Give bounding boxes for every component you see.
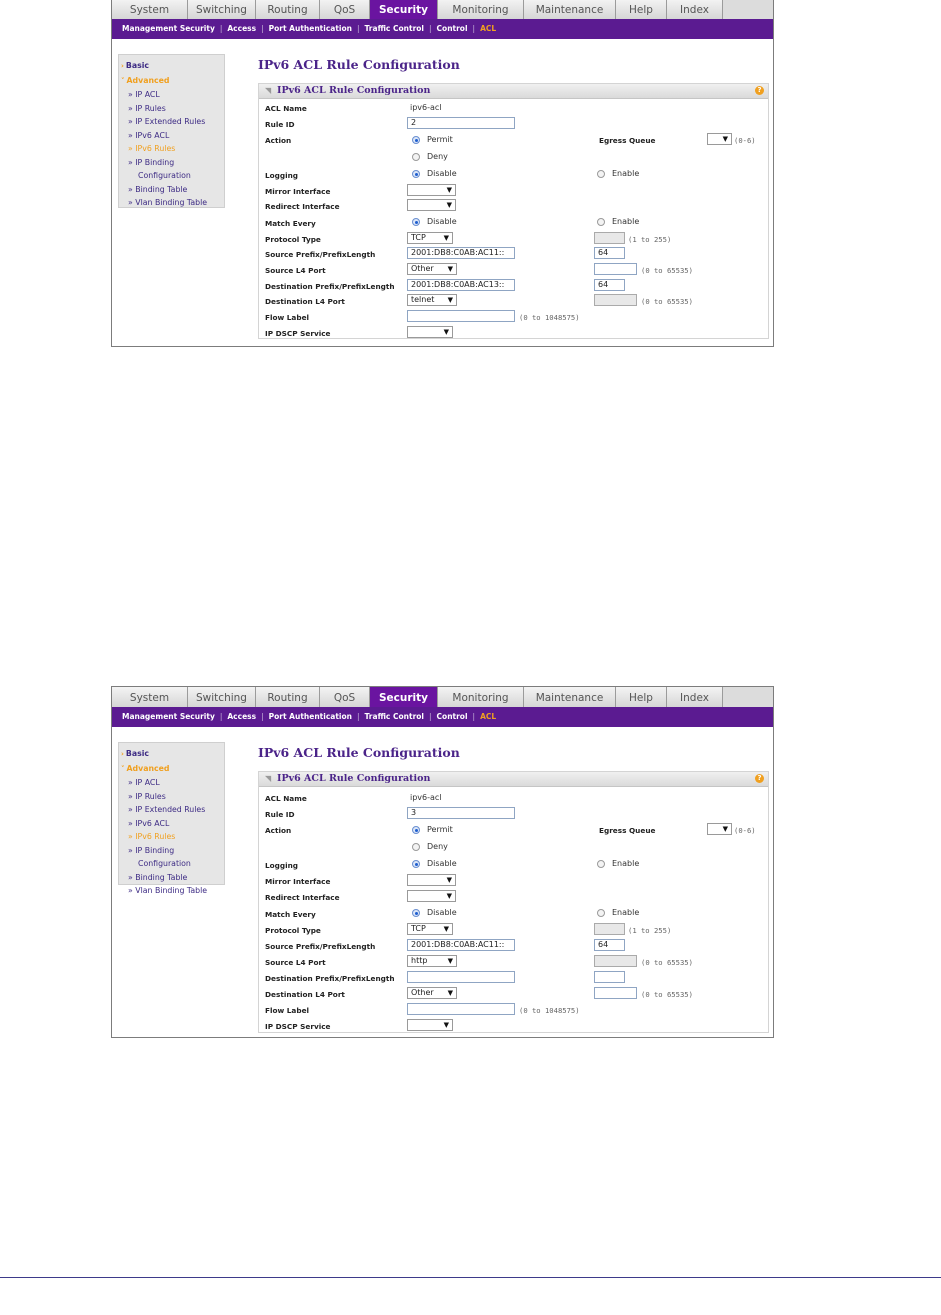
- chevron-right-icon: ›: [121, 62, 124, 70]
- redirect-interface-select[interactable]: [407, 890, 456, 902]
- subnav-management-security[interactable]: Management Security: [122, 712, 215, 721]
- action-deny-label: Deny: [427, 152, 448, 161]
- sidebar: [118, 54, 225, 208]
- sidebar-item-advanced[interactable]: [121, 762, 224, 777]
- flow-label-hint: (0 to 1048575): [519, 1006, 580, 1015]
- redirect-interface-label: Redirect Interface: [265, 893, 340, 902]
- source-l4-port-value: Other: [411, 264, 434, 273]
- destination-prefix-label: Destination Prefix/PrefixLength: [265, 974, 395, 983]
- help-icon[interactable]: ?: [755, 86, 764, 95]
- rule-id-label: Rule ID: [265, 810, 295, 819]
- tab-switching[interactable]: Switching: [188, 0, 256, 19]
- dropdown-arrow-icon: ▼: [443, 234, 449, 242]
- chevron-right-icon: ›: [121, 750, 124, 758]
- acl-name-label: ACL Name: [265, 104, 307, 113]
- sidebar-label: Advanced: [126, 763, 170, 773]
- logging-label: Logging: [265, 171, 299, 180]
- egress-queue-label: Egress Queue: [599, 136, 656, 145]
- source-prefix-label: Source Prefix/PrefixLength: [265, 250, 376, 259]
- destination-prefix-input[interactable]: 2001:DB8:C0AB:AC13::: [407, 279, 515, 291]
- source-l4-port-hint: (0 to 65535): [641, 958, 693, 967]
- dropdown-arrow-icon: ▼: [722, 825, 728, 833]
- main-tab-bar: [112, 687, 773, 708]
- mirror-interface-label: Mirror Interface: [265, 877, 331, 886]
- subnav-port-authentication[interactable]: Port Authentication: [268, 24, 352, 33]
- sidebar-item-ipv6-acl[interactable]: » IPv6 ACL: [128, 818, 170, 828]
- tab-qos[interactable]: QoS: [320, 0, 370, 19]
- sidebar-item-ipv6-rules[interactable]: » IPv6 Rules: [128, 144, 176, 153]
- mirror-interface-label: Mirror Interface: [265, 187, 331, 196]
- match-every-disable-radio[interactable]: [412, 218, 420, 226]
- action-permit-radio[interactable]: [412, 826, 420, 834]
- match-every-disable-label: Disable: [427, 908, 457, 917]
- logging-label: Logging: [265, 861, 299, 870]
- flow-label-input[interactable]: [407, 1003, 515, 1015]
- tab-help[interactable]: Help: [616, 687, 667, 707]
- destination-l4-port-input[interactable]: [594, 987, 637, 999]
- tab-monitoring[interactable]: Monitoring: [438, 687, 524, 707]
- tab-index[interactable]: Index: [667, 687, 723, 707]
- logging-disable-radio[interactable]: [412, 860, 420, 868]
- destination-prefix-label: Destination Prefix/PrefixLength: [265, 282, 395, 291]
- subnav-control[interactable]: Control: [436, 24, 468, 33]
- tab-monitoring[interactable]: Monitoring: [438, 0, 524, 19]
- destination-l4-port-value: Other: [411, 988, 434, 997]
- sidebar-label: Basic: [125, 749, 150, 758]
- dropdown-arrow-icon: ▼: [443, 1021, 449, 1029]
- action-deny-radio[interactable]: [412, 843, 420, 851]
- destination-l4-port-hint: (0 to 65535): [641, 990, 693, 999]
- tab-security[interactable]: Security: [370, 0, 438, 19]
- match-every-disable-radio[interactable]: [412, 909, 420, 917]
- tab-help[interactable]: Help: [616, 0, 667, 19]
- sidebar-item-ip-binding-configuration[interactable]: Configuration: [138, 859, 191, 868]
- action-permit-label: Permit: [427, 135, 453, 144]
- redirect-interface-select[interactable]: [407, 199, 456, 211]
- action-label: Action: [265, 826, 292, 835]
- source-l4-port-value: http: [411, 956, 428, 965]
- destination-prefix-length-input[interactable]: 64: [594, 279, 625, 291]
- acl-name-label: ACL Name: [265, 794, 307, 803]
- dropdown-arrow-icon: ▼: [447, 957, 453, 965]
- collapse-icon[interactable]: ◥: [265, 86, 272, 95]
- flow-label-label: Flow Label: [265, 1006, 310, 1015]
- tab-switching[interactable]: Switching: [188, 687, 256, 707]
- tab-index[interactable]: Index: [667, 0, 723, 19]
- egress-queue-label: Egress Queue: [599, 826, 656, 835]
- action-permit-radio[interactable]: [412, 136, 420, 144]
- tab-routing[interactable]: Routing: [256, 687, 320, 707]
- destination-l4-port-hint: (0 to 65535): [641, 297, 693, 306]
- protocol-number-hint: (1 to 255): [628, 926, 672, 935]
- tab-maintenance[interactable]: Maintenance: [524, 0, 616, 19]
- source-l4-port-select[interactable]: [407, 263, 457, 275]
- config-panel: [258, 83, 769, 339]
- protocol-type-label: Protocol Type: [265, 235, 321, 244]
- logging-enable-label: Enable: [612, 169, 640, 178]
- subnav-access[interactable]: Access: [227, 24, 257, 33]
- action-deny-radio[interactable]: [412, 153, 420, 161]
- source-l4-port-hint: (0 to 65535): [641, 266, 693, 275]
- logging-enable-radio[interactable]: [597, 170, 605, 178]
- source-l4-port-label: Source L4 Port: [265, 958, 326, 967]
- action-deny-label: Deny: [427, 842, 448, 851]
- acl-rule-screenshot-1: [111, 0, 774, 347]
- source-l4-port-select[interactable]: [407, 955, 457, 967]
- rule-id-label: Rule ID: [265, 120, 295, 129]
- destination-l4-port-value: telnet: [411, 295, 435, 304]
- page-footer-divider: [0, 1277, 941, 1278]
- sidebar: [118, 742, 225, 895]
- sidebar-item-ip-rules[interactable]: » IP Rules: [128, 791, 166, 801]
- panel-title: IPv6 ACL Rule Configuration: [277, 773, 431, 784]
- subnav-traffic-control[interactable]: Traffic Control: [364, 712, 424, 721]
- protocol-type-select[interactable]: [407, 923, 453, 935]
- destination-l4-port-label: Destination L4 Port: [265, 297, 345, 306]
- panel-title: IPv6 ACL Rule Configuration: [277, 85, 431, 96]
- source-prefix-input[interactable]: 2001:DB8:C0AB:AC11::: [407, 939, 515, 951]
- dropdown-arrow-icon: ▼: [443, 328, 449, 336]
- sidebar-item-ip-binding[interactable]: » IP Binding: [128, 157, 175, 167]
- tab-maintenance[interactable]: Maintenance: [524, 687, 616, 707]
- chevron-down-icon: ˅: [121, 76, 125, 85]
- sidebar-label: Basic: [125, 61, 150, 70]
- sidebar-item-ip-extended-rules[interactable]: » IP Extended Rules: [128, 805, 206, 814]
- acl-name-value: ipv6-acl: [410, 793, 442, 802]
- sidebar-item-ipv6-acl[interactable]: » IPv6 ACL: [128, 130, 170, 140]
- destination-l4-port-select[interactable]: [407, 987, 457, 999]
- sidebar-item-ipv6-rules[interactable]: » IPv6 Rules: [128, 832, 176, 841]
- main-tab-bar: [112, 0, 773, 20]
- logging-disable-label: Disable: [427, 169, 457, 178]
- tab-qos[interactable]: QoS: [320, 687, 370, 707]
- tab-system[interactable]: System: [112, 0, 188, 19]
- sidebar-item-vlan-binding-table[interactable]: » Vlan Binding Table: [128, 198, 208, 207]
- redirect-interface-label: Redirect Interface: [265, 202, 340, 211]
- source-prefix-input[interactable]: 2001:DB8:C0AB:AC11::: [407, 247, 515, 259]
- sidebar-item-ip-binding-configuration[interactable]: Configuration: [138, 171, 191, 180]
- source-prefix-length-input[interactable]: 64: [594, 247, 625, 259]
- protocol-number-input: [594, 232, 625, 244]
- acl-name-value: ipv6-acl: [410, 103, 442, 112]
- sidebar-item-ip-acl[interactable]: » IP ACL: [128, 90, 160, 99]
- match-every-label: Match Every: [265, 219, 316, 228]
- destination-prefix-input[interactable]: [407, 971, 515, 983]
- sidebar-item-ip-extended-rules[interactable]: » IP Extended Rules: [128, 117, 206, 126]
- subnav-control[interactable]: Control: [436, 712, 468, 721]
- dropdown-arrow-icon: ▼: [447, 989, 453, 997]
- action-label: Action: [265, 136, 292, 145]
- flow-label-input[interactable]: [407, 310, 515, 322]
- match-every-label: Match Every: [265, 910, 316, 919]
- match-every-enable-radio[interactable]: [597, 909, 605, 917]
- protocol-number-hint: (1 to 255): [628, 235, 672, 244]
- rule-id-input[interactable]: 3: [407, 807, 515, 819]
- sidebar-item-ip-binding[interactable]: » IP Binding: [128, 845, 175, 855]
- logging-enable-label: Enable: [612, 859, 640, 868]
- rule-id-input[interactable]: 2: [407, 117, 515, 129]
- source-prefix-length-input[interactable]: 64: [594, 939, 625, 951]
- source-l4-port-label: Source L4 Port: [265, 266, 326, 275]
- subnav-management-security[interactable]: Management Security: [122, 24, 215, 33]
- page-title: IPv6 ACL Rule Configuration: [258, 745, 460, 760]
- subnav-acl[interactable]: ACL: [480, 24, 497, 33]
- logging-enable-radio[interactable]: [597, 860, 605, 868]
- sidebar-item-advanced[interactable]: [121, 74, 224, 89]
- action-permit-label: Permit: [427, 825, 453, 834]
- tab-routing[interactable]: Routing: [256, 0, 320, 19]
- sidebar-label: Advanced: [126, 75, 170, 85]
- protocol-type-value: TCP: [411, 924, 426, 933]
- source-l4-port-input: [594, 955, 637, 967]
- match-every-enable-radio[interactable]: [597, 218, 605, 226]
- source-prefix-label: Source Prefix/PrefixLength: [265, 942, 376, 951]
- protocol-type-select[interactable]: [407, 232, 453, 244]
- protocol-type-label: Protocol Type: [265, 926, 321, 935]
- acl-rule-screenshot-2: [111, 686, 774, 1038]
- help-icon[interactable]: ?: [755, 774, 764, 783]
- egress-queue-hint: (0-6): [734, 136, 756, 145]
- sidebar-item-binding-table[interactable]: » Binding Table: [128, 184, 188, 194]
- panel-header: [259, 772, 768, 787]
- dropdown-arrow-icon: ▼: [446, 876, 452, 884]
- chevron-down-icon: ˅: [121, 764, 125, 773]
- dropdown-arrow-icon: ▼: [447, 265, 453, 273]
- tab-system[interactable]: System: [112, 687, 188, 707]
- dropdown-arrow-icon: ▼: [447, 296, 453, 304]
- ip-dscp-service-label: IP DSCP Service: [265, 1022, 331, 1031]
- config-panel: [258, 771, 769, 1033]
- dropdown-arrow-icon: ▼: [446, 186, 452, 194]
- dropdown-arrow-icon: ▼: [722, 135, 728, 143]
- source-l4-port-input[interactable]: [594, 263, 637, 275]
- subnav-port-authentication[interactable]: Port Authentication: [268, 712, 352, 721]
- subnav-acl[interactable]: ACL: [480, 712, 497, 721]
- logging-disable-label: Disable: [427, 859, 457, 868]
- mirror-interface-select[interactable]: [407, 874, 456, 886]
- subnav-traffic-control[interactable]: Traffic Control: [364, 24, 424, 33]
- sidebar-item-ip-acl[interactable]: » IP ACL: [128, 778, 160, 787]
- sidebar-item-ip-rules[interactable]: » IP Rules: [128, 103, 166, 113]
- dropdown-arrow-icon: ▼: [446, 201, 452, 209]
- security-subnav: Management Security | Access | Port Authentication | Traffic Control | Control | ACL: [112, 707, 773, 727]
- destination-l4-port-input: [594, 294, 637, 306]
- egress-queue-select[interactable]: [707, 133, 732, 145]
- destination-l4-port-label: Destination L4 Port: [265, 990, 345, 999]
- page-title: IPv6 ACL Rule Configuration: [258, 57, 460, 72]
- match-every-enable-label: Enable: [612, 908, 640, 917]
- destination-prefix-length-input[interactable]: [594, 971, 625, 983]
- protocol-number-input: [594, 923, 625, 935]
- subnav-access[interactable]: Access: [227, 712, 257, 721]
- match-every-disable-label: Disable: [427, 217, 457, 226]
- egress-queue-select[interactable]: [707, 823, 732, 835]
- protocol-type-value: TCP: [411, 233, 426, 242]
- dropdown-arrow-icon: ▼: [443, 925, 449, 933]
- flow-label-hint: (0 to 1048575): [519, 313, 580, 322]
- flow-label-label: Flow Label: [265, 313, 310, 322]
- ip-dscp-service-select[interactable]: [407, 326, 453, 338]
- egress-queue-hint: (0-6): [734, 826, 756, 835]
- sidebar-item-basic[interactable]: [121, 59, 224, 74]
- sidebar-item-basic[interactable]: [121, 747, 224, 762]
- mirror-interface-select[interactable]: [407, 184, 456, 196]
- security-subnav: Management Security | Access | Port Authentication | Traffic Control | Control | ACL: [112, 19, 773, 39]
- dropdown-arrow-icon: ▼: [446, 892, 452, 900]
- ip-dscp-service-label: IP DSCP Service: [265, 329, 331, 338]
- panel-header: [259, 84, 768, 99]
- sidebar-item-vlan-binding-table[interactable]: » Vlan Binding Table: [128, 886, 208, 895]
- collapse-icon[interactable]: ◥: [265, 774, 272, 783]
- match-every-enable-label: Enable: [612, 217, 640, 226]
- logging-disable-radio[interactable]: [412, 170, 420, 178]
- sidebar-item-binding-table[interactable]: » Binding Table: [128, 872, 188, 882]
- ip-dscp-service-select[interactable]: [407, 1019, 453, 1031]
- destination-l4-port-select[interactable]: [407, 294, 457, 306]
- tab-security[interactable]: Security: [370, 687, 438, 707]
